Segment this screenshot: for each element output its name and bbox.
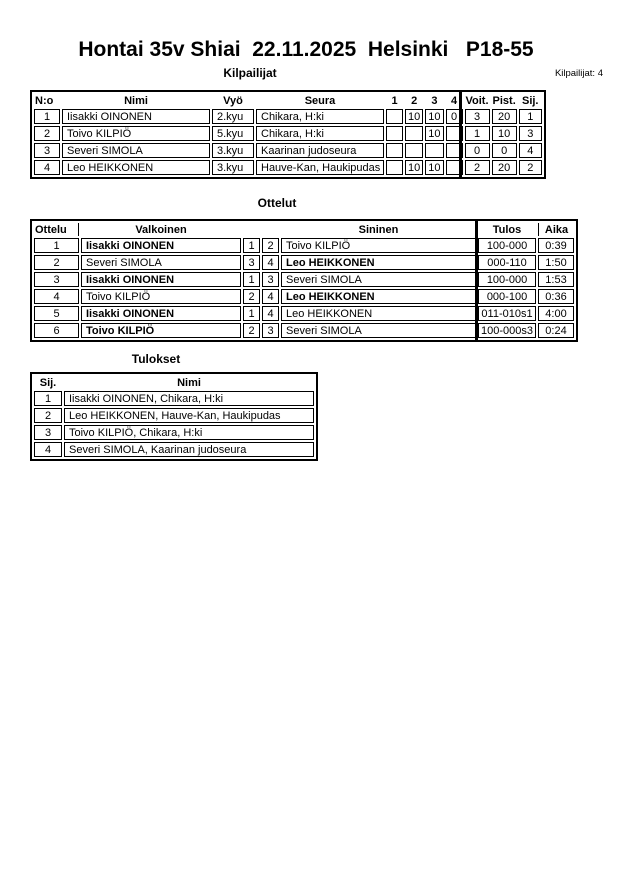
cell-white-no: 1 <box>243 272 260 287</box>
header-time: Aika <box>538 223 574 236</box>
cell-round-1 <box>386 160 403 175</box>
header-belt: Vyö <box>223 94 243 107</box>
header-white: Valkoinen <box>135 223 187 236</box>
header-place: Sij. <box>521 94 539 107</box>
cell-no: 2 <box>34 126 60 141</box>
competitors-heading: Kilpailijat <box>223 66 277 80</box>
cell-place: 2 <box>519 160 542 175</box>
cell-blue-no: 3 <box>262 272 279 287</box>
header-no: N:o <box>35 94 54 107</box>
cell-belt: 3.kyu <box>212 160 254 175</box>
cell-result: 100-000 <box>478 272 536 287</box>
cell-time: 4:00 <box>538 306 574 321</box>
cell-match-no: 2 <box>34 255 79 270</box>
cell-blue-name: Leo HEIKKONEN <box>281 306 476 321</box>
cell-belt: 3.kyu <box>212 143 254 158</box>
results-table <box>30 372 318 461</box>
cell-round-2 <box>405 143 423 158</box>
cell-time: 0:39 <box>538 238 574 253</box>
cell-club: Chikara, H:ki <box>256 109 384 124</box>
competitors-table <box>30 90 546 179</box>
cell-match-no: 1 <box>34 238 79 253</box>
cell-wins: 2 <box>465 160 490 175</box>
cell-match-no: 3 <box>34 272 79 287</box>
header-spacer <box>243 223 279 236</box>
match-row <box>34 323 574 338</box>
page-title: Hontai 35v Shiai 22.11.2025 Helsinki P18-55 <box>78 38 534 61</box>
matches-header-row <box>34 223 574 236</box>
cell-points: 20 <box>492 160 517 175</box>
result-row <box>34 408 314 423</box>
cell-place: 3 <box>519 126 542 141</box>
cell-name: Toivo KILPIÖ <box>62 126 210 141</box>
cell-wins: 1 <box>465 126 490 141</box>
cell-club: Hauve-Kan, Haukipudas <box>256 160 384 175</box>
cell-match-no: 6 <box>34 323 79 338</box>
cell-name: Toivo KILPIÖ, Chikara, H:ki <box>64 425 314 440</box>
cell-result: 000-110 <box>478 255 536 270</box>
cell-blue-no: 4 <box>262 255 279 270</box>
match-row <box>34 306 574 321</box>
cell-points: 20 <box>492 109 517 124</box>
cell-club: Kaarinan judoseura <box>256 143 384 158</box>
cell-blue-name: Severi SIMOLA <box>281 272 476 287</box>
cell-result: 011-010s1 <box>478 306 536 321</box>
cell-round-3 <box>425 143 443 158</box>
cell-white-no: 2 <box>243 289 260 304</box>
cell-name: Severi SIMOLA, Kaarinan judoseura <box>64 442 314 457</box>
cell-blue-no: 4 <box>262 306 279 321</box>
cell-round-2 <box>405 126 423 141</box>
cell-time: 0:36 <box>538 289 574 304</box>
cell-place: 3 <box>34 425 62 440</box>
cell-wins: 3 <box>465 109 490 124</box>
matches-heading: Ottelut <box>257 196 297 210</box>
cell-place: 4 <box>519 143 542 158</box>
competitor-count: Kilpailijat: 4 <box>554 68 603 79</box>
cell-blue-no: 3 <box>262 323 279 338</box>
cell-no: 4 <box>34 160 60 175</box>
result-row <box>34 442 314 457</box>
cell-blue-name: Toivo KILPIÖ <box>281 238 476 253</box>
matches-table <box>30 219 578 342</box>
match-row <box>34 289 574 304</box>
cell-blue-name: Severi SIMOLA <box>281 323 476 338</box>
header-blue: Sininen <box>358 223 399 236</box>
cell-result: 000-100 <box>478 289 536 304</box>
cell-blue-name: Leo HEIKKONEN <box>281 255 476 270</box>
cell-round-4: 0 <box>446 109 463 124</box>
matches-table-container <box>30 219 578 342</box>
cell-name: Iisakki OINONEN <box>62 109 210 124</box>
cell-match-no: 5 <box>34 306 79 321</box>
cell-place: 4 <box>34 442 62 457</box>
header-wins: Voit. <box>465 94 489 107</box>
cell-round-3: 10 <box>425 160 443 175</box>
match-row <box>34 255 574 270</box>
competitors-header-row <box>34 94 542 107</box>
results-header-row <box>34 376 314 389</box>
header-place: Sij. <box>39 376 57 389</box>
cell-white-no: 1 <box>243 238 260 253</box>
cell-no: 3 <box>34 143 60 158</box>
cell-belt: 5.kyu <box>212 126 254 141</box>
header-points: Pist. <box>492 94 516 107</box>
competitor-row <box>34 109 542 124</box>
cell-white-no: 3 <box>243 255 260 270</box>
cell-blue-name: Leo HEIKKONEN <box>281 289 476 304</box>
cell-white-name: Severi SIMOLA <box>81 255 241 270</box>
match-row <box>34 272 574 287</box>
header-round-3: 3 <box>431 94 438 107</box>
cell-points: 0 <box>492 143 517 158</box>
cell-white-no: 2 <box>243 323 260 338</box>
cell-white-name: Iisakki OINONEN <box>81 306 241 321</box>
header-round-4: 4 <box>450 94 458 107</box>
cell-place: 2 <box>34 408 62 423</box>
header-name: Nimi <box>177 376 201 389</box>
cell-club: Chikara, H:ki <box>256 126 384 141</box>
results-table-container <box>30 372 318 461</box>
header-club: Seura <box>304 94 336 107</box>
cell-white-name: Iisakki OINONEN <box>81 238 241 253</box>
match-row <box>34 238 574 253</box>
cell-time: 0:24 <box>538 323 574 338</box>
cell-round-3: 10 <box>425 109 443 124</box>
cell-wins: 0 <box>465 143 490 158</box>
cell-name: Severi SIMOLA <box>62 143 210 158</box>
competitor-row <box>34 143 542 158</box>
competitors-group-separator <box>459 90 462 179</box>
cell-time: 1:53 <box>538 272 574 287</box>
cell-name: Leo HEIKKONEN <box>62 160 210 175</box>
cell-result: 100-000 <box>478 238 536 253</box>
cell-round-1 <box>386 126 403 141</box>
cell-white-name: Toivo KILPIÖ <box>81 323 241 338</box>
matches-group-separator <box>475 219 478 342</box>
header-match: Ottelu <box>34 223 79 236</box>
cell-blue-no: 2 <box>262 238 279 253</box>
result-row <box>34 425 314 440</box>
header-result: Tulos <box>492 223 522 236</box>
cell-round-3: 10 <box>425 126 443 141</box>
competitors-table-container <box>30 90 546 179</box>
competitor-row <box>34 126 542 141</box>
cell-name: Leo HEIKKONEN, Hauve-Kan, Haukipudas <box>64 408 314 423</box>
cell-blue-no: 4 <box>262 289 279 304</box>
cell-round-2: 10 <box>405 160 423 175</box>
cell-result: 100-000s3 <box>478 323 536 338</box>
results-heading: Tulokset <box>131 352 181 366</box>
header-round-1: 1 <box>391 94 398 107</box>
cell-place: 1 <box>34 391 62 406</box>
cell-name: Iisakki OINONEN, Chikara, H:ki <box>64 391 314 406</box>
cell-white-no: 1 <box>243 306 260 321</box>
cell-white-name: Iisakki OINONEN <box>81 272 241 287</box>
cell-match-no: 4 <box>34 289 79 304</box>
cell-round-2: 10 <box>405 109 423 124</box>
cell-no: 1 <box>34 109 60 124</box>
result-row <box>34 391 314 406</box>
cell-white-name: Toivo KILPIÖ <box>81 289 241 304</box>
header-name: Nimi <box>124 94 148 107</box>
cell-belt: 2.kyu <box>212 109 254 124</box>
cell-round-1 <box>386 109 403 124</box>
cell-place: 1 <box>519 109 542 124</box>
cell-time: 1:50 <box>538 255 574 270</box>
header-round-2: 2 <box>411 94 418 107</box>
cell-points: 10 <box>492 126 517 141</box>
cell-round-1 <box>386 143 403 158</box>
competitor-row <box>34 160 542 175</box>
